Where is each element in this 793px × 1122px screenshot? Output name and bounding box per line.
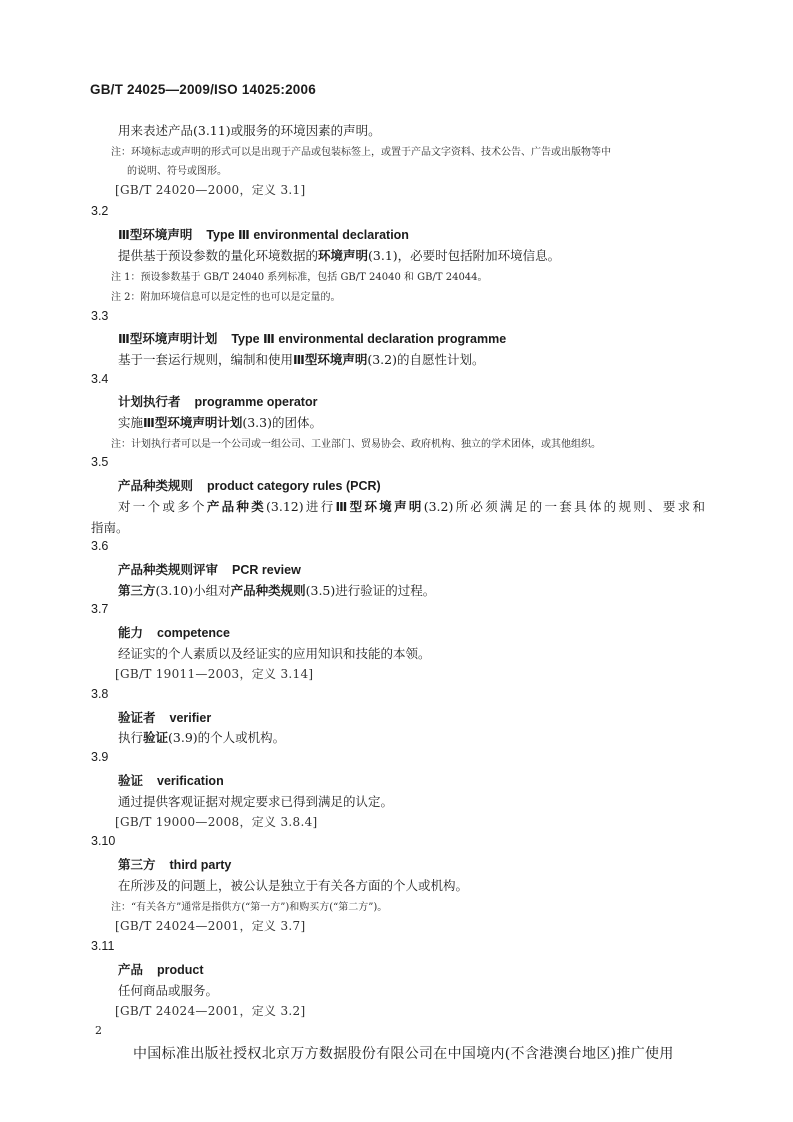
source-3-1: [GB/T 24020—2000，定义 3.1] <box>115 183 306 197</box>
note: 注：“有关各方”通常是指供方(“第一方”)和购买方(“第二方”)。 <box>111 902 388 913</box>
definition-text: (3.3)的团体。 <box>242 415 322 430</box>
term-heading <box>118 855 231 873</box>
entry-number: 3.7 <box>91 602 109 616</box>
entry-number: 3.2 <box>91 204 109 218</box>
definition-text: 基于一套运行规则，编制和使用 <box>118 352 294 367</box>
note-3-1-line1: 注：环境标志或声明的形式可以是出现于产品或包装标签上，或置于产品文字资料、技术公告、广告或出版物等中 <box>111 147 611 158</box>
term-definition <box>118 581 435 599</box>
definition-text: (3.10)小组对 <box>155 583 231 598</box>
note: 注 1：预设参数基于 GB/T 24040 系列标准，包括 GB/T 24040 和 GB/T 24044。 <box>111 272 488 283</box>
term-heading <box>118 225 409 243</box>
term-definition <box>118 350 484 368</box>
standard-header: GB/T 24025—2009/ISO 14025:2006 <box>90 82 316 97</box>
license-footer: 中国标准出版社授权北京万方数据股份有限公司在中国境内(不含港澳台地区)推广使用 <box>133 1046 674 1062</box>
term-definition <box>118 497 705 515</box>
term-en: PCR review <box>232 563 301 577</box>
term-zh: 验证 <box>118 774 144 788</box>
term-definition: 任何商品或服务。 <box>118 983 219 998</box>
term-zh: 产品 <box>118 963 144 977</box>
term-zh: Ⅲ型环境声明计划 <box>118 332 218 346</box>
definition-ref-term: Ⅲ型环境声明 <box>335 500 424 514</box>
term-en: verification <box>157 774 224 788</box>
entry-number: 3.4 <box>91 372 109 386</box>
term-heading <box>118 329 506 347</box>
entry-number: 3.5 <box>91 455 109 469</box>
definition-text: (3.12)进行 <box>266 499 336 514</box>
term-zh: 验证者 <box>118 711 156 725</box>
entry-number: 3.3 <box>91 309 109 323</box>
source-reference: [GB/T 24024—2001，定义 3.7] <box>115 919 306 933</box>
note: 注：计划执行者可以是一个公司或一组公司、工业部门、贸易协会、政府机构、独立的学术团体，或其他组织。 <box>111 439 601 450</box>
term-definition: 经证实的个人素质以及经证实的应用知识和技能的本领。 <box>118 646 431 661</box>
term-en: product category rules (PCR) <box>207 479 381 493</box>
entry-number: 3.8 <box>91 687 109 701</box>
definition-continuation: 指南。 <box>91 520 129 535</box>
source-reference: [GB/T 19011—2003，定义 3.14] <box>115 667 314 681</box>
term-heading <box>118 623 230 641</box>
definition-ref-term: Ⅲ型环境声明计划 <box>143 416 243 430</box>
definition-text: (3.2)所必须满足的一套具体的规则、要求和 <box>423 499 705 514</box>
term-heading <box>118 392 317 410</box>
definition-text: 对一个或多个 <box>118 499 207 514</box>
term-zh: 产品种类规则 <box>118 479 194 493</box>
term-en: verifier <box>169 711 212 725</box>
note: 注 2：附加环境信息可以是定性的也可以是定量的。 <box>111 292 341 303</box>
definition-ref-term: 验证 <box>143 731 169 745</box>
term-heading <box>118 960 204 978</box>
term-heading <box>118 476 381 494</box>
entry-number: 3.9 <box>91 750 109 764</box>
term-definition: 在所涉及的问题上，被公认是独立于有关各方面的个人或机构。 <box>118 878 469 893</box>
entry-number: 3.11 <box>91 939 115 953</box>
term-zh: Ⅲ型环境声明 <box>118 228 193 242</box>
term-zh: 计划执行者 <box>118 395 181 409</box>
definition-text: (3.5)进行验证的过程。 <box>305 583 436 598</box>
definition-text: (3.2)的自愿性计划。 <box>367 352 485 367</box>
term-zh: 能力 <box>118 626 144 640</box>
term-heading <box>118 708 211 726</box>
definition-text: 实施 <box>118 415 144 430</box>
note-3-1-line2: 的说明、符号或图形。 <box>127 166 227 177</box>
source-reference: [GB/T 19000—2008，定义 3.8.4] <box>115 815 318 829</box>
term-definition <box>118 246 560 264</box>
term-definition <box>118 413 322 431</box>
term-definition: 通过提供客观证据对规定要求已得到满足的认定。 <box>118 794 394 809</box>
definition-ref-term: 第三方 <box>118 584 156 598</box>
term-en: competence <box>157 626 230 640</box>
term-heading <box>118 771 224 789</box>
entry-number: 3.10 <box>91 834 116 848</box>
term-en: third party <box>169 858 232 872</box>
term-zh: 产品种类规则评审 <box>118 563 219 577</box>
entry-number: 3.6 <box>91 539 109 553</box>
definition-ref-term: 产品种类规则 <box>230 584 306 598</box>
definition-ref-term: 环境声明 <box>318 249 369 263</box>
term-definition <box>118 728 285 746</box>
term-en: programme operator <box>194 395 318 409</box>
term-zh: 第三方 <box>118 858 156 872</box>
term-en: product <box>157 963 204 977</box>
definition-text: (3.9)的个人或机构。 <box>168 730 286 745</box>
definition-text: 执行 <box>118 730 144 745</box>
definition-ref-term: Ⅲ型环境声明 <box>293 353 368 367</box>
source-reference: [GB/T 24024—2001，定义 3.2] <box>115 1004 306 1018</box>
definition-text: (3.1)，必要时包括附加环境信息。 <box>368 248 561 263</box>
term-en: Type Ⅲ environmental declaration programme <box>231 332 507 346</box>
term-en: Type Ⅲ environmental declaration <box>206 228 409 242</box>
definition-3-1-continuation: 用来表述产品(3.11)或服务的环境因素的声明。 <box>118 123 381 138</box>
definition-text: 提供基于预设参数的量化环境数据的 <box>118 248 319 263</box>
definition-ref-term: 产品种类 <box>206 500 267 514</box>
page-number: 2 <box>95 1024 102 1037</box>
term-heading <box>118 560 301 578</box>
